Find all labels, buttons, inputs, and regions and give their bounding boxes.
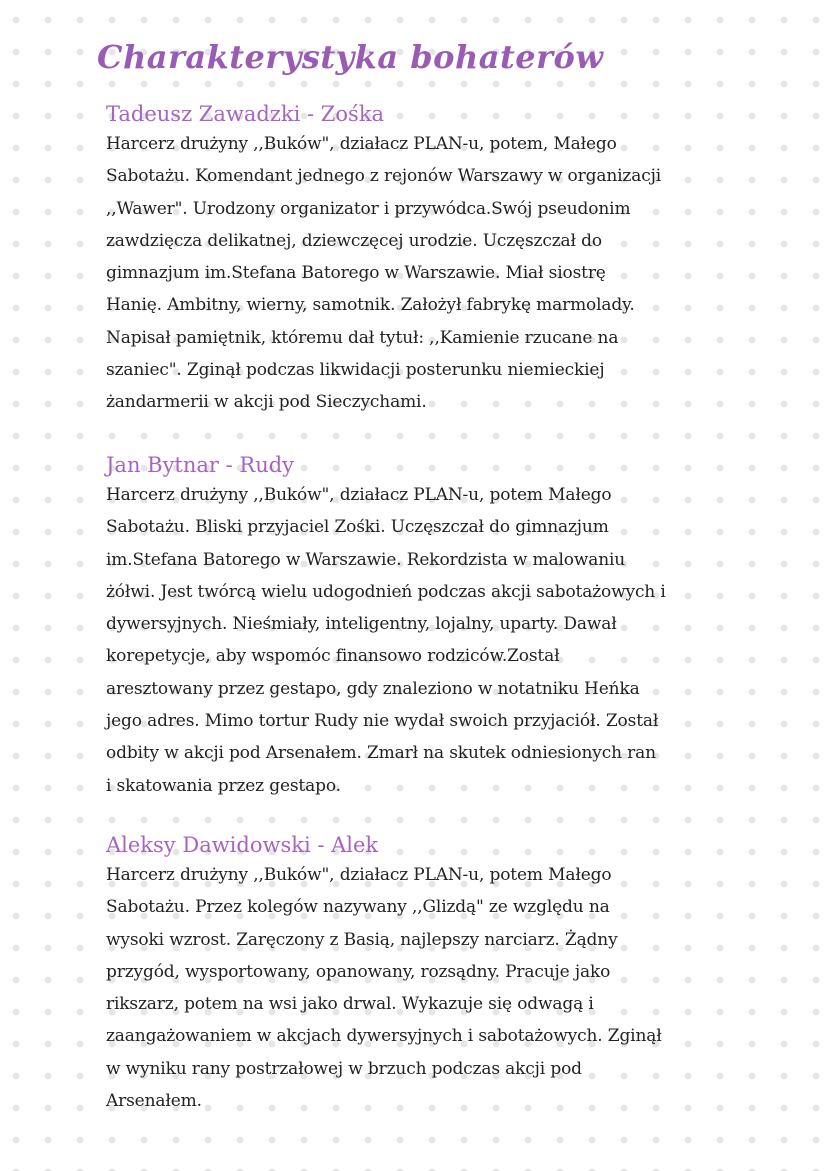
text-line: szaniec". Zginął podczas likwidacji posterunku niemieckiej: [106, 360, 605, 381]
text-line: zawdzięcza delikatnej, dziewczęcej urodzie. Uczęszczał do: [106, 230, 602, 251]
text-line: wysoki wzrost. Zaręczony z Basią, najlepszy narciarz. Żądny: [106, 929, 618, 950]
text-line: i skatowania przez gestapo.: [106, 775, 341, 796]
text-line: Sabotażu. Komendant jednego z rejonów Warszawy w organizacji: [106, 166, 661, 187]
character-section-alek: [106, 831, 806, 1117]
text-line: przygód, wysportowany, opanowany, rozsądny. Pracuje jako: [106, 961, 611, 982]
text-line: dywersyjnych. Nieśmiały, inteligentny, lojalny, uparty. Dawał: [106, 614, 617, 635]
text-line: korepetycje, aby wspomóc finansowo rodziców.Został: [106, 646, 560, 667]
text-line: żandarmerii w akcji pod Sieczychami.: [106, 392, 427, 413]
character-description: [106, 479, 806, 802]
text-line: Sabotażu. Przez kolegów nazywany ,,Glizdą" ze względu na: [106, 897, 610, 918]
page-title: Charakterystyka bohaterów: [97, 38, 604, 76]
text-line: ,,Wawer". Urodzony organizator i przywódca.Swój pseudonim: [106, 198, 631, 219]
text-line: Arsenałem.: [106, 1091, 202, 1112]
text-line: Harcerz drużyny ,,Buków", działacz PLAN-u, potem Małego: [106, 485, 612, 505]
character-section-zoska: [106, 100, 806, 419]
character-description: [106, 859, 806, 1117]
text-line: Harcerz drużyny ,,Buków", działacz PLAN-u, potem, Małego: [106, 134, 617, 154]
character-description: [106, 128, 806, 419]
character-heading: Jan Bytnar - Rudy: [106, 453, 295, 477]
character-heading: Aleksy Dawidowski - Alek: [106, 833, 379, 857]
text-line: im.Stefana Batorego w Warszawie. Rekordzista w malowaniu: [106, 549, 626, 570]
text-line: odbity w akcji pod Arsenałem. Zmarł na skutek odniesionych ran: [106, 743, 656, 764]
character-heading: Tadeusz Zawadzki - Zośka: [106, 102, 385, 126]
text-line: w wyniku rany postrzałowej w brzuch podczas akcji pod: [106, 1058, 582, 1079]
text-line: Sabotażu. Bliski przyjaciel Zośki. Uczęszczał do gimnazjum: [106, 517, 609, 538]
text-line: Hanię. Ambitny, wierny, samotnik. Założył fabrykę marmolady.: [106, 295, 635, 316]
character-section-rudy: [106, 451, 806, 802]
text-line: Harcerz drużyny ,,Buków", działacz PLAN-u, potem Małego: [106, 865, 612, 885]
text-line: aresztowany przez gestapo, gdy znaleziono w notatniku Heńka: [106, 678, 640, 699]
text-line: rikszarz, potem na wsi jako drwal. Wykazuje się odwagą i: [106, 994, 594, 1015]
text-line: Napisał pamiętnik, któremu dał tytuł: ,,Kamienie rzucane na: [106, 327, 619, 348]
text-line: żółwi. Jest twórcą wielu udogodnień podczas akcji sabotażowych i: [106, 581, 666, 602]
text-line: gimnazjum im.Stefana Batorego w Warszawie. Miał siostrę: [106, 263, 606, 284]
text-line: zaangażowaniem w akcjach dywersyjnych i sabotażowych. Zginął: [106, 1026, 662, 1047]
text-line: jego adres. Mimo tortur Rudy nie wydał swoich przyjaciół. Został: [106, 711, 659, 732]
